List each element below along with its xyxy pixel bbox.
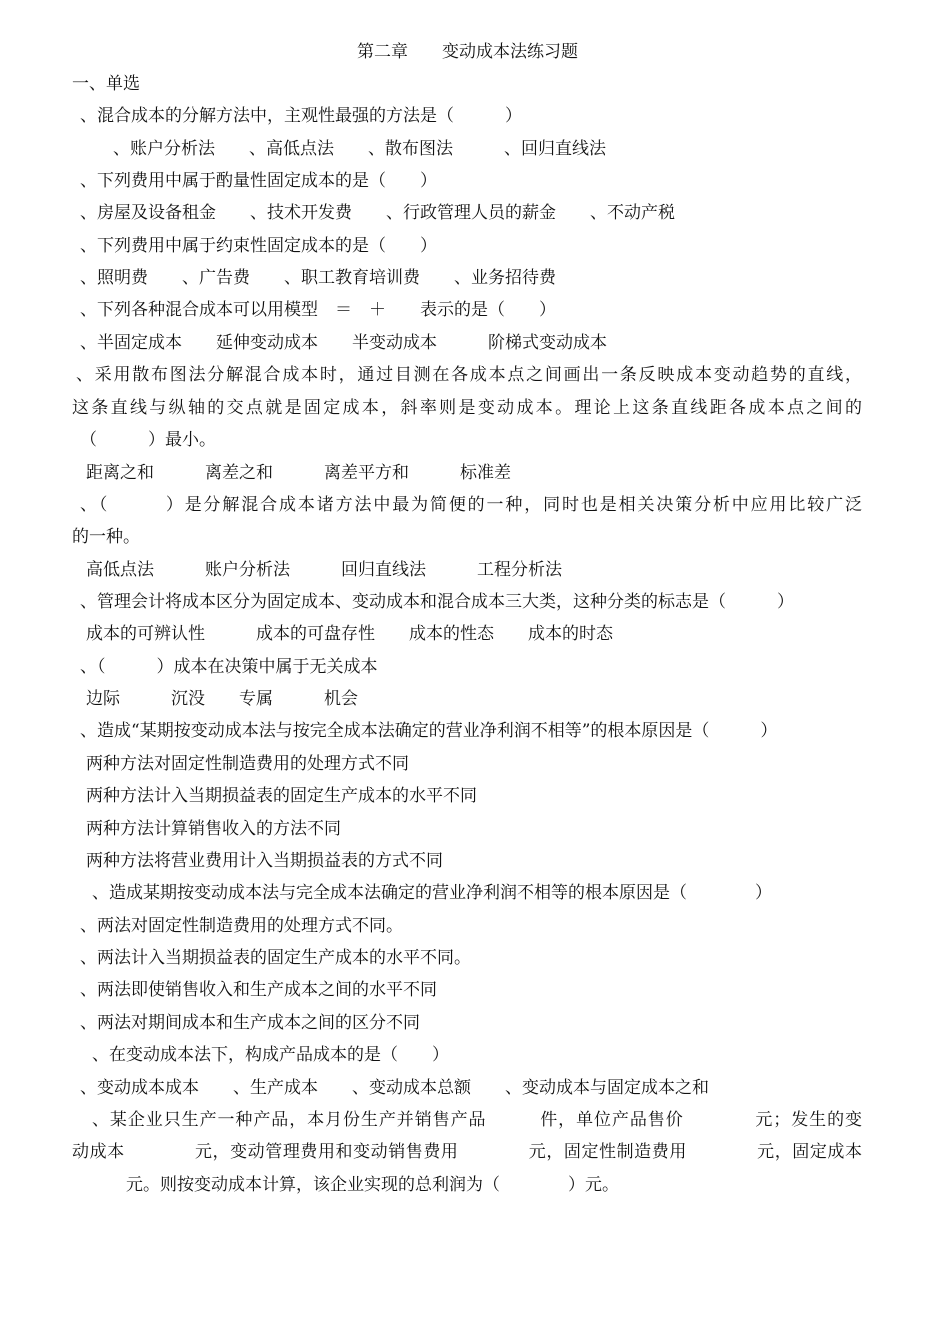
section-heading: 一、单选 <box>72 74 140 94</box>
question-8: 、（ ）成本在决策中属于无关成本 <box>80 657 378 677</box>
question-10-option-b: 、两法计入当期损益表的固定生产成本的水平不同。 <box>80 948 471 968</box>
question-11: 、在变动成本法下，构成产品成本的是（ ） <box>92 1045 449 1065</box>
question-2: 、下列费用中属于酌量性固定成本的是（ ） <box>80 171 437 191</box>
question-10-option-d: 、两法对期间成本和生产成本之间的区分不同 <box>80 1013 420 1033</box>
question-6-line-1: 、（ ）是分解混合成本诸方法中最为简便的一种，同时也是相关决策分析中应用比较广泛 <box>80 495 862 515</box>
question-5-line-1: 、采用散布图法分解混合成本时，通过目测在各成本点之间画出一条反映成本变动趋势的直线， <box>76 365 862 385</box>
question-12-line-1: 、某企业只生产一种产品，本月份生产并销售产品 件，单位产品售价 元；发生的变 <box>92 1110 862 1130</box>
question-5-options: 距离之和 离差之和 离差平方和 标准差 <box>86 463 511 483</box>
question-8-options: 边际 沉没 专属 机会 <box>86 689 358 709</box>
question-5-line-3: （ ）最小。 <box>80 430 216 450</box>
question-3: 、下列费用中属于约束性固定成本的是（ ） <box>80 236 437 256</box>
question-12-line-3: 元。则按变动成本计算，该企业实现的总利润为（ ）元。 <box>126 1175 619 1195</box>
question-12-line-2: 动成本 元，变动管理费用和变动销售费用 元，固定性制造费用 元，固定成本 <box>72 1142 862 1162</box>
page-title: 第二章 变动成本法练习题 <box>357 42 578 62</box>
question-9-option-b: 两种方法计入当期损益表的固定生产成本的水平不同 <box>86 786 477 806</box>
question-9-option-d: 两种方法将营业费用计入当期损益表的方式不同 <box>86 851 443 871</box>
question-10-option-c: 、两法即使销售收入和生产成本之间的水平不同 <box>80 980 437 1000</box>
question-7: 、管理会计将成本区分为固定成本、变动成本和混合成本三大类，这种分类的标志是（ ） <box>80 592 794 612</box>
question-5-line-2: 这条直线与纵轴的交点就是固定成本，斜率则是变动成本。理论上这条直线距各成本点之间的 <box>72 398 862 418</box>
question-1: 、混合成本的分解方法中，主观性最强的方法是（ ） <box>80 106 522 126</box>
question-4: 、下列各种混合成本可以用模型 ＝ ＋ 表示的是（ ） <box>80 300 556 320</box>
question-9-option-c: 两种方法计算销售收入的方法不同 <box>86 819 341 839</box>
question-10: 、造成某期按变动成本法与完全成本法确定的营业净利润不相等的根本原因是（ ） <box>92 883 772 903</box>
question-6-line-2: 的一种。 <box>72 527 140 547</box>
question-1-options: 、账户分析法 、高低点法 、散布图法 、回归直线法 <box>96 139 606 159</box>
question-7-options: 成本的可辨认性 成本的可盘存性 成本的性态 成本的时态 <box>86 624 613 644</box>
question-9: 、造成“某期按变动成本法与按完全成本法确定的营业净利润不相等”的根本原因是（ ） <box>80 721 778 741</box>
question-10-option-a: 、两法对固定性制造费用的处理方式不同。 <box>80 916 403 936</box>
question-3-options: 、照明费 、广告费 、职工教育培训费 、业务招待费 <box>80 268 556 288</box>
question-2-options: 、房屋及设备租金 、技术开发费 、行政管理人员的薪金 、不动产税 <box>80 203 675 223</box>
question-4-options: 、半固定成本 延伸变动成本 半变动成本 阶梯式变动成本 <box>80 333 607 353</box>
question-9-option-a: 两种方法对固定性制造费用的处理方式不同 <box>86 754 409 774</box>
question-11-options: 、变动成本成本 、生产成本 、变动成本总额 、变动成本与固定成本之和 <box>80 1078 709 1098</box>
question-6-options: 高低点法 账户分析法 回归直线法 工程分析法 <box>86 560 562 580</box>
